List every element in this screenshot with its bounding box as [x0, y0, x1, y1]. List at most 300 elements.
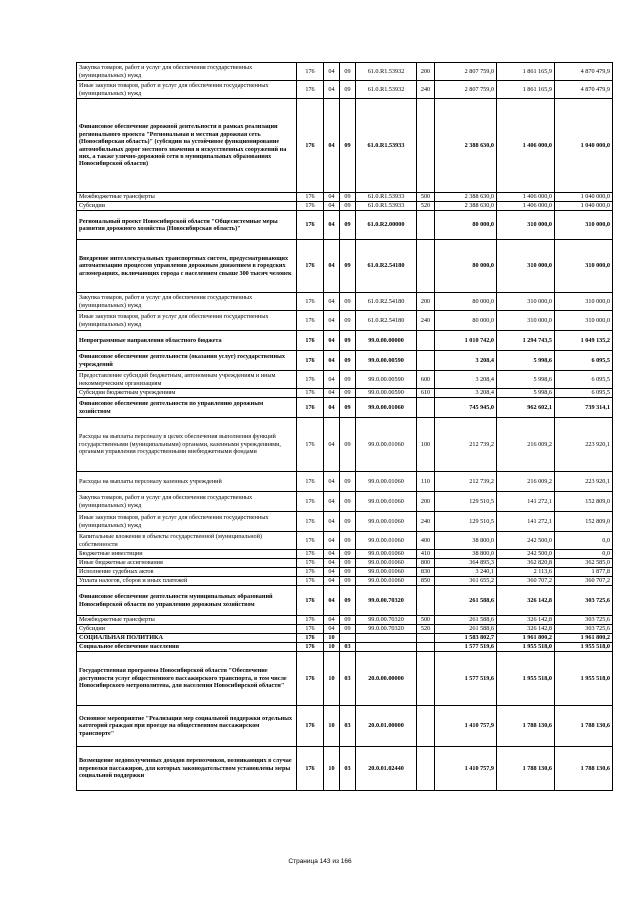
row-sum-year-1: 38 800,0 — [435, 532, 497, 550]
row-subsection-code: 03 — [340, 747, 356, 791]
row-expense-type: 500 — [417, 193, 435, 202]
row-name: Непрограммные направления областного бюджета — [77, 331, 297, 351]
row-subsection-code: 09 — [340, 240, 356, 293]
budget-table-body — [77, 63, 613, 791]
row-ved-code: 176 — [297, 331, 324, 351]
row-sum-year-2: 1 294 743,5 — [497, 331, 555, 351]
row-sum-year-3: 4 870 479,9 — [555, 81, 613, 99]
row-expense-type: 240 — [417, 512, 435, 532]
row-sum-year-2: 326 142,8 — [497, 586, 555, 616]
row-expense-type — [417, 351, 435, 371]
row-subsection-code: 09 — [340, 568, 356, 577]
row-subsection-code: 09 — [340, 351, 356, 371]
row-target-article: 20.0.00.00000 — [356, 652, 417, 706]
budget-table — [76, 62, 613, 791]
row-expense-type: 240 — [417, 81, 435, 99]
row-subsection-code: 09 — [340, 472, 356, 492]
row-target-article: 99.0.00.01060 — [356, 568, 417, 577]
row-sum-year-1: 80 000,0 — [435, 293, 497, 311]
row-sum-year-2: 310 000,0 — [497, 293, 555, 311]
row-section-code: 04 — [324, 202, 340, 211]
table-row — [77, 550, 613, 559]
row-section-code: 04 — [324, 550, 340, 559]
row-sum-year-2: 1 788 130,6 — [497, 706, 555, 747]
row-section-code: 10 — [324, 643, 340, 652]
row-sum-year-3: 1 049 135,2 — [555, 331, 613, 351]
row-name: Финансовое обеспечение деятельности по управлению дорожным хозяйством — [77, 398, 297, 418]
row-sum-year-1: 1 010 742,0 — [435, 331, 497, 351]
row-sum-year-3: 1 040 000,0 — [555, 193, 613, 202]
row-subsection-code: 09 — [340, 371, 356, 389]
row-expense-type: 200 — [417, 293, 435, 311]
row-name: Региональный проект Новосибирской области "Общесистемные меры развития дорожного хозяйства (Новосибирская область)" — [77, 211, 297, 240]
table-row — [77, 532, 613, 550]
row-ved-code: 176 — [297, 616, 324, 625]
row-target-article: 99.0.00.01060 — [356, 559, 417, 568]
row-expense-type: 800 — [417, 559, 435, 568]
row-name: Внедрение интеллектуальных транспортных систем, предусматривающих автоматизацию процессов управления дорожным движением в городских агломерациях, включающих города с населением свыше 300 тысяч человек — [77, 240, 297, 293]
row-subsection-code: 09 — [340, 559, 356, 568]
row-subsection-code: 09 — [340, 63, 356, 81]
row-sum-year-1: 80 000,0 — [435, 211, 497, 240]
row-sum-year-1: 80 000,0 — [435, 311, 497, 331]
row-sum-year-1: 212 739,2 — [435, 418, 497, 472]
row-sum-year-3: 1 877,8 — [555, 568, 613, 577]
row-section-code: 04 — [324, 211, 340, 240]
row-sum-year-1: 261 588,6 — [435, 586, 497, 616]
row-sum-year-2: 1 955 518,0 — [497, 643, 555, 652]
row-section-code: 04 — [324, 389, 340, 398]
row-ved-code: 176 — [297, 211, 324, 240]
table-row — [77, 293, 613, 311]
row-name: Возмещение недополученных доходов перевозчиков, возникающих в случае перевозки пассажиров, для которых законодательством установлены меры социальной поддержки — [77, 747, 297, 791]
row-target-article: 99.0.00.70320 — [356, 586, 417, 616]
row-section-code: 10 — [324, 652, 340, 706]
row-section-code: 04 — [324, 418, 340, 472]
row-sum-year-3: 6 095,5 — [555, 389, 613, 398]
row-ved-code: 176 — [297, 512, 324, 532]
row-sum-year-3: 4 870 479,9 — [555, 63, 613, 81]
row-expense-type: 200 — [417, 63, 435, 81]
row-expense-type: 100 — [417, 418, 435, 472]
row-sum-year-2: 1 406 000,0 — [497, 99, 555, 193]
row-sum-year-2: 310 000,0 — [497, 311, 555, 331]
row-sum-year-1: 129 510,5 — [435, 492, 497, 512]
row-subsection-code: 09 — [340, 293, 356, 311]
table-row — [77, 706, 613, 747]
row-sum-year-1: 2 807 759,0 — [435, 63, 497, 81]
table-row — [77, 512, 613, 532]
row-subsection-code: 09 — [340, 211, 356, 240]
row-subsection-code — [340, 634, 356, 643]
row-sum-year-2: 5 998,6 — [497, 371, 555, 389]
table-row — [77, 577, 613, 586]
row-target-article: 99.0.00.01060 — [356, 532, 417, 550]
row-subsection-code: 03 — [340, 643, 356, 652]
row-sum-year-3: 1 040 000,0 — [555, 202, 613, 211]
row-name: Закупка товаров, работ и услуг для обеспечения государственных (муниципальных) нужд — [77, 63, 297, 81]
row-target-article: 99.0.00.01060 — [356, 577, 417, 586]
row-target-article — [356, 643, 417, 652]
row-sum-year-1: 1 410 757,9 — [435, 747, 497, 791]
row-subsection-code: 09 — [340, 202, 356, 211]
row-expense-type: 110 — [417, 472, 435, 492]
row-sum-year-3: 1 040 000,0 — [555, 99, 613, 193]
row-target-article: 99.0.00.01060 — [356, 492, 417, 512]
row-ved-code: 176 — [297, 99, 324, 193]
row-section-code: 04 — [324, 625, 340, 634]
row-section-code: 10 — [324, 747, 340, 791]
row-sum-year-3: 739 314,1 — [555, 398, 613, 418]
row-sum-year-2: 141 272,1 — [497, 492, 555, 512]
row-sum-year-3: 310 000,0 — [555, 240, 613, 293]
row-subsection-code: 09 — [340, 398, 356, 418]
row-subsection-code: 09 — [340, 532, 356, 550]
row-sum-year-1: 3 208,4 — [435, 351, 497, 371]
table-row — [77, 331, 613, 351]
row-sum-year-3: 152 809,0 — [555, 492, 613, 512]
row-target-article: 99.0.00.00590 — [356, 389, 417, 398]
row-expense-type — [417, 99, 435, 193]
row-target-article: 61.0.R1.53933 — [356, 99, 417, 193]
row-ved-code: 176 — [297, 311, 324, 331]
row-sum-year-2: 216 009,2 — [497, 418, 555, 472]
row-target-article — [356, 634, 417, 643]
row-sum-year-3: 1 788 130,6 — [555, 747, 613, 791]
row-target-article: 61.0.R1.53932 — [356, 81, 417, 99]
row-ved-code: 176 — [297, 293, 324, 311]
table-row — [77, 747, 613, 791]
row-name: Иные бюджетные ассигнования — [77, 559, 297, 568]
table-row — [77, 240, 613, 293]
row-sum-year-3: 0,0 — [555, 532, 613, 550]
row-section-code: 04 — [324, 568, 340, 577]
row-expense-type — [417, 652, 435, 706]
row-subsection-code: 03 — [340, 652, 356, 706]
row-subsection-code: 09 — [340, 492, 356, 512]
table-row — [77, 81, 613, 99]
row-section-code: 04 — [324, 371, 340, 389]
row-section-code: 10 — [324, 706, 340, 747]
row-expense-type: 520 — [417, 625, 435, 634]
row-sum-year-1: 1 410 757,9 — [435, 706, 497, 747]
row-section-code: 04 — [324, 532, 340, 550]
row-sum-year-2: 242 500,0 — [497, 550, 555, 559]
row-ved-code: 176 — [297, 240, 324, 293]
row-sum-year-2: 216 009,2 — [497, 472, 555, 492]
row-sum-year-2: 1 861 165,9 — [497, 81, 555, 99]
row-section-code: 04 — [324, 99, 340, 193]
row-target-article: 61.0.R1.53933 — [356, 193, 417, 202]
row-ved-code: 176 — [297, 559, 324, 568]
row-name: Субсидии бюджетным учреждениям — [77, 389, 297, 398]
row-section-code: 04 — [324, 492, 340, 512]
row-section-code: 04 — [324, 472, 340, 492]
table-row — [77, 418, 613, 472]
row-name: СОЦИАЛЬНАЯ ПОЛИТИКА — [77, 634, 297, 643]
table-row — [77, 625, 613, 634]
row-section-code: 04 — [324, 81, 340, 99]
row-section-code: 04 — [324, 63, 340, 81]
row-sum-year-2: 360 707,2 — [497, 577, 555, 586]
row-sum-year-3: 223 920,1 — [555, 472, 613, 492]
row-sum-year-1: 80 000,0 — [435, 240, 497, 293]
row-ved-code: 176 — [297, 706, 324, 747]
row-ved-code: 176 — [297, 63, 324, 81]
row-sum-year-1: 745 945,0 — [435, 398, 497, 418]
row-sum-year-2: 141 272,1 — [497, 512, 555, 532]
row-sum-year-1: 212 739,2 — [435, 472, 497, 492]
row-name: Иные закупки товаров, работ и услуг для обеспечения государственных (муниципальных) нужд — [77, 311, 297, 331]
table-row — [77, 559, 613, 568]
row-ved-code: 176 — [297, 398, 324, 418]
table-row — [77, 492, 613, 512]
row-sum-year-3: 362 585,0 — [555, 559, 613, 568]
row-section-code: 04 — [324, 512, 340, 532]
row-expense-type: 200 — [417, 492, 435, 512]
row-sum-year-2: 1 961 800,2 — [497, 634, 555, 643]
row-target-article: 99.0.00.00590 — [356, 351, 417, 371]
table-row — [77, 193, 613, 202]
table-row — [77, 472, 613, 492]
row-name: Иные закупки товаров, работ и услуг для обеспечения государственных (муниципальных) нужд — [77, 81, 297, 99]
row-expense-type — [417, 240, 435, 293]
row-section-code: 04 — [324, 240, 340, 293]
row-sum-year-3: 310 000,0 — [555, 211, 613, 240]
row-sum-year-3: 303 725,6 — [555, 586, 613, 616]
row-name: Финансовое обеспечение дорожной деятельности в рамках реализации регионального проекта "Региональная и местная дорожная сеть (Новосибирская область)" (субсидии на устойчивое функционирование автомобильных дорог местного значения и искусственных сооружений на них, а также улично-дорожной сети в муниципальных образованиях Новосибирской области) — [77, 99, 297, 193]
row-subsection-code: 09 — [340, 389, 356, 398]
row-ved-code: 176 — [297, 550, 324, 559]
table-row — [77, 351, 613, 371]
row-target-article: 61.0.R2.00000 — [356, 211, 417, 240]
row-sum-year-1: 2 388 630,0 — [435, 99, 497, 193]
budget-page — [76, 62, 612, 791]
row-sum-year-3: 1 961 800,2 — [555, 634, 613, 643]
row-sum-year-2: 5 998,6 — [497, 389, 555, 398]
row-section-code: 10 — [324, 634, 340, 643]
row-sum-year-3: 303 725,6 — [555, 625, 613, 634]
row-name: Предоставление субсидий бюджетным, автономным учреждениям и иным некоммерческим организациям — [77, 371, 297, 389]
row-name: Закупка товаров, работ и услуг для обеспечения государственных (муниципальных) нужд — [77, 293, 297, 311]
row-expense-type: 850 — [417, 577, 435, 586]
row-sum-year-3: 303 725,6 — [555, 616, 613, 625]
row-sum-year-1: 2 807 759,0 — [435, 81, 497, 99]
row-sum-year-1: 3 208,4 — [435, 371, 497, 389]
row-sum-year-3: 6 095,5 — [555, 371, 613, 389]
row-subsection-code: 09 — [340, 512, 356, 532]
row-sum-year-1: 1 577 519,6 — [435, 652, 497, 706]
row-ved-code: 176 — [297, 193, 324, 202]
row-name: Уплата налогов, сборов и иных платежей — [77, 577, 297, 586]
row-expense-type: 520 — [417, 202, 435, 211]
row-ved-code: 176 — [297, 586, 324, 616]
row-target-article: 61.0.R1.53932 — [356, 63, 417, 81]
row-expense-type — [417, 586, 435, 616]
row-sum-year-1: 261 588,6 — [435, 616, 497, 625]
row-name: Субсидии — [77, 202, 297, 211]
table-row — [77, 211, 613, 240]
row-target-article: 99.0.00.00590 — [356, 371, 417, 389]
row-name: Финансовое обеспечение деятельности (оказания услуг) государственных учреждений — [77, 351, 297, 371]
table-row — [77, 371, 613, 389]
row-sum-year-3: 310 000,0 — [555, 311, 613, 331]
row-target-article: 99.0.00.00000 — [356, 331, 417, 351]
row-ved-code: 176 — [297, 472, 324, 492]
row-sum-year-2: 362 820,8 — [497, 559, 555, 568]
row-subsection-code: 09 — [340, 550, 356, 559]
row-target-article: 61.0.R2.54180 — [356, 240, 417, 293]
row-name: Межбюджетные трансферты — [77, 193, 297, 202]
row-target-article: 99.0.00.01060 — [356, 472, 417, 492]
row-subsection-code: 09 — [340, 586, 356, 616]
row-ved-code: 176 — [297, 634, 324, 643]
row-sum-year-2: 242 500,0 — [497, 532, 555, 550]
row-expense-type — [417, 706, 435, 747]
row-sum-year-3: 310 000,0 — [555, 293, 613, 311]
row-sum-year-3: 223 920,1 — [555, 418, 613, 472]
table-row — [77, 652, 613, 706]
row-name: Закупка товаров, работ и услуг для обеспечения государственных (муниципальных) нужд — [77, 492, 297, 512]
row-sum-year-3: 1 955 518,0 — [555, 643, 613, 652]
row-ved-code: 176 — [297, 389, 324, 398]
row-section-code: 04 — [324, 351, 340, 371]
row-name: Иные закупки товаров, работ и услуг для обеспечения государственных (муниципальных) нужд — [77, 512, 297, 532]
row-section-code: 04 — [324, 398, 340, 418]
row-name: Расходы на выплаты персоналу казенных учреждений — [77, 472, 297, 492]
row-section-code: 04 — [324, 577, 340, 586]
row-sum-year-1: 3 240,1 — [435, 568, 497, 577]
row-sum-year-1: 3 208,4 — [435, 389, 497, 398]
row-sum-year-1: 2 388 630,0 — [435, 193, 497, 202]
row-target-article: 99.0.00.01060 — [356, 418, 417, 472]
row-name: Исполнение судебных актов — [77, 568, 297, 577]
row-expense-type — [417, 643, 435, 652]
row-subsection-code: 09 — [340, 418, 356, 472]
row-sum-year-3: 152 809,0 — [555, 512, 613, 532]
row-name: Финансовое обеспечение деятельности муниципальных образований Новосибирской области по управлению дорожным хозяйством — [77, 586, 297, 616]
row-sum-year-2: 962 602,1 — [497, 398, 555, 418]
table-row — [77, 389, 613, 398]
row-expense-type: 830 — [417, 568, 435, 577]
row-name: Основное мероприятие "Реализация мер социальной поддержки отдельных категорий граждан при проезде на общественном пассажирском транспорте" — [77, 706, 297, 747]
row-expense-type — [417, 747, 435, 791]
row-sum-year-1: 364 895,3 — [435, 559, 497, 568]
row-name: Бюджетные инвестиции — [77, 550, 297, 559]
row-expense-type: 240 — [417, 311, 435, 331]
row-subsection-code: 09 — [340, 577, 356, 586]
row-target-article: 99.0.00.01060 — [356, 512, 417, 532]
row-expense-type: 600 — [417, 371, 435, 389]
row-name: Государственная программа Новосибирской области "Обеспечение доступности услуг общественного пассажирского транспорта, в том числе Новосибирского метрополитена, для населения Новосибирской области" — [77, 652, 297, 706]
row-name: Расходы на выплаты персоналу в целях обеспечения выполнения функций государственными (муниципальными) органами, казенными учреждениями, органами управления государственными внебюджетными фондами — [77, 418, 297, 472]
row-target-article: 20.0.01.00000 — [356, 706, 417, 747]
row-ved-code: 176 — [297, 577, 324, 586]
row-sum-year-1: 261 588,6 — [435, 625, 497, 634]
row-target-article: 99.0.00.01060 — [356, 550, 417, 559]
table-row — [77, 398, 613, 418]
row-sum-year-3: 0,0 — [555, 550, 613, 559]
row-sum-year-2: 1 788 130,6 — [497, 747, 555, 791]
table-row — [77, 634, 613, 643]
row-expense-type — [417, 211, 435, 240]
row-target-article: 61.0.R1.53933 — [356, 202, 417, 211]
row-subsection-code: 09 — [340, 81, 356, 99]
row-sum-year-2: 326 142,8 — [497, 625, 555, 634]
row-expense-type: 500 — [417, 616, 435, 625]
row-sum-year-3: 360 707,2 — [555, 577, 613, 586]
row-name: Межбюджетные трансферты — [77, 616, 297, 625]
row-section-code: 04 — [324, 193, 340, 202]
row-ved-code: 176 — [297, 202, 324, 211]
row-section-code: 04 — [324, 331, 340, 351]
row-target-article: 61.0.R2.54180 — [356, 311, 417, 331]
row-sum-year-2: 2 113,6 — [497, 568, 555, 577]
row-section-code: 04 — [324, 616, 340, 625]
row-subsection-code: 03 — [340, 706, 356, 747]
row-subsection-code: 09 — [340, 311, 356, 331]
row-expense-type — [417, 331, 435, 351]
row-ved-code: 176 — [297, 492, 324, 512]
row-sum-year-2: 1 861 165,9 — [497, 63, 555, 81]
row-sum-year-1: 361 655,2 — [435, 577, 497, 586]
row-expense-type — [417, 634, 435, 643]
row-sum-year-1: 2 388 630,0 — [435, 202, 497, 211]
row-sum-year-2: 1 955 518,0 — [497, 652, 555, 706]
row-target-article: 99.0.00.70320 — [356, 625, 417, 634]
row-sum-year-3: 1 788 130,6 — [555, 706, 613, 747]
row-expense-type: 410 — [417, 550, 435, 559]
row-sum-year-3: 1 955 518,0 — [555, 652, 613, 706]
row-target-article: 20.0.01.02440 — [356, 747, 417, 791]
table-row — [77, 311, 613, 331]
row-ved-code: 176 — [297, 351, 324, 371]
row-section-code: 04 — [324, 293, 340, 311]
row-ved-code: 176 — [297, 418, 324, 472]
row-name: Субсидии — [77, 625, 297, 634]
row-sum-year-1: 38 800,0 — [435, 550, 497, 559]
row-subsection-code: 09 — [340, 625, 356, 634]
row-sum-year-2: 1 406 000,0 — [497, 193, 555, 202]
row-expense-type: 610 — [417, 389, 435, 398]
row-ved-code: 176 — [297, 625, 324, 634]
table-row — [77, 586, 613, 616]
table-row — [77, 63, 613, 81]
row-target-article: 99.0.00.01060 — [356, 398, 417, 418]
row-sum-year-1: 129 510,5 — [435, 512, 497, 532]
row-sum-year-2: 326 142,8 — [497, 616, 555, 625]
row-sum-year-2: 5 998,6 — [497, 351, 555, 371]
table-row — [77, 616, 613, 625]
table-row — [77, 568, 613, 577]
row-expense-type: 400 — [417, 532, 435, 550]
row-subsection-code: 09 — [340, 193, 356, 202]
row-sum-year-1: 1 583 802,7 — [435, 634, 497, 643]
row-ved-code: 176 — [297, 371, 324, 389]
row-sum-year-1: 1 577 519,6 — [435, 643, 497, 652]
row-section-code: 04 — [324, 311, 340, 331]
table-row — [77, 643, 613, 652]
row-ved-code: 176 — [297, 652, 324, 706]
row-ved-code: 176 — [297, 568, 324, 577]
row-name: Социальное обеспечение населения — [77, 643, 297, 652]
row-name: Капитальные вложения в объекты государственной (муниципальной) собственности — [77, 532, 297, 550]
row-section-code: 04 — [324, 586, 340, 616]
row-section-code: 04 — [324, 559, 340, 568]
page-footer: Страница 143 из 166 — [288, 858, 352, 865]
row-expense-type — [417, 398, 435, 418]
row-target-article: 61.0.R2.54180 — [356, 293, 417, 311]
